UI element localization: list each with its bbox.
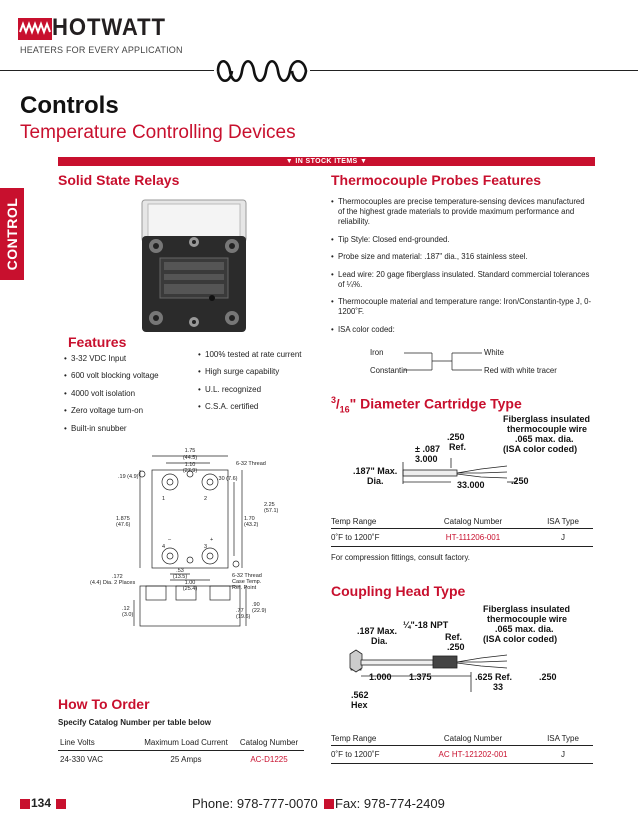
in-stock-banner: ▼ IN STOCK ITEMS ▼ [58,157,595,166]
terminal-label: 3 [204,544,208,550]
page-title: Controls [20,92,119,119]
solid-state-relay-photo [138,194,250,334]
hotwatt-logo-coil-icon [18,18,52,40]
spec-cell: J [533,529,593,547]
coupling-label: .187 Max. [357,626,398,636]
dim-label: .19 (4.9) [118,474,139,480]
cartridge-label: 33.000 [457,480,485,490]
dim-label: Case Temp. [232,579,262,585]
dim-label: (47.6) [116,522,131,528]
features-list-right [198,350,318,420]
thermocouple-feature: • ISA color coded: [331,325,593,335]
footer-accent-left [20,799,30,809]
order-col-header: Catalog Number [234,738,304,751]
cartridge-label: ± .087 [415,444,440,454]
coupling-heading: Coupling Head Type [331,583,466,599]
dim-label: .30 (7.6) [217,476,238,482]
how-to-order-heading: How To Order [58,696,150,712]
thermocouple-feature: • Thermocouple material and temperature range: Iron/Constantin-type J, 0-1200˚F. [331,297,593,317]
cartridge-label: Fiberglass insulated [503,414,591,424]
spec-cell: 0˚F to 1200˚F [331,529,413,547]
coupling-label: ¼"-18 NPT [403,620,449,630]
thermocouple-feature: • Lead wire: 20 gage fiberglass insulated. Standard commercial tolerances of ¼%. [331,270,593,290]
spec-col-header: Catalog Number [413,734,533,746]
coupling-spec-table [331,734,593,764]
cartridge-heading-text: " Diameter Cartridge Type [349,395,522,412]
coupling-label: Dia. [371,636,388,646]
spec-catalog-number: AC HT-121202-001 [413,746,533,764]
compression-fittings-note: For compression fittings, consult factory. [331,553,470,562]
page-subtitle: Temperature Controlling Devices [20,122,296,143]
spec-col-header: ISA Type [533,734,593,746]
cartridge-label: Dia. [367,476,384,486]
table-row [331,746,593,764]
order-catalog-number: AC-D1225 [250,755,288,764]
terminal-label: 1 [162,496,166,502]
coupling-label: 1.375 [409,672,432,682]
relays-heading: Solid State Relays [58,172,180,188]
coupling-label: Hex [351,700,368,710]
cartridge-label: (ISA color coded) [503,444,578,454]
dim-label: .90 [252,602,260,608]
cartridge-label: 3.000 [415,454,438,464]
coupling-label: .250 [539,672,557,682]
footer-accent-right [56,799,66,809]
features-heading: Features [68,334,127,350]
dim-label: (57.1) [264,508,279,514]
footer-fax: Fax: 978-774-2409 [335,796,445,811]
dim-label: (44.5) [182,455,198,461]
order-cell: 24-330 VAC [60,755,103,764]
cartridge-label: .065 max. dia. [515,434,574,444]
coupling-label: .250 [447,642,465,652]
wire-red-label: Red with white tracer [484,366,557,375]
dim-label: 1.875 [116,516,130,522]
dim-label: .77 [236,608,244,614]
thermocouple-feature: • Probe size and material: .187" dia., 316 stainless steel. [331,252,593,262]
dim-label: .53 [176,568,184,574]
table-row [331,529,593,547]
coupling-label: .625 Ref. [475,672,513,682]
feature-item: • 100% tested at rate current [198,350,318,360]
dim-label: (13.5) [172,574,188,580]
order-col-header: Line Volts [58,738,138,751]
wire-constantin-label: Constantin [370,366,408,375]
feature-item: • High surge capability [198,367,318,377]
cartridge-label: .187" Max. [353,466,398,476]
how-to-order-subheading: Specify Catalog Number per table below [58,718,211,727]
spec-col-header: Catalog Number [413,517,533,529]
brand-name: HOTWATT [52,14,166,41]
coupling-label: .065 max. dia. [495,624,554,634]
coupling-label: .562 [351,690,369,700]
side-tab-label: CONTROL [4,197,20,271]
spec-col-header: ISA Type [533,517,593,529]
feature-item: • 3-32 VDC Input [64,354,194,364]
dim-label: 1.00 [184,580,196,586]
polarity-minus: – [168,537,172,543]
feature-item: • 600 volt blocking voltage [64,371,194,381]
dim-label: (43.2) [244,522,259,528]
dim-label: .172 [112,574,123,580]
order-cell: 25 Amps [170,755,202,764]
spec-cell: 0˚F to 1200˚F [331,746,413,764]
dim-label: 1.75 [184,448,196,454]
relay-dimension-drawing [82,444,312,634]
page-number: 134 [31,796,52,810]
footer-phone: Phone: 978-777-0070 [192,796,318,811]
features-list-left [64,354,194,441]
feature-item: • U.L. recognized [198,385,318,395]
terminal-label: 4 [162,544,166,550]
dim-label: 6-32 Thread [232,573,262,579]
cartridge-label: .250 [511,476,529,486]
heater-coil-icon [214,52,310,90]
spec-catalog-number: HT-111206-001 [413,529,533,547]
thermocouple-feature-list [331,197,593,343]
dim-label: (19.6) [236,614,251,620]
spec-cell: J [533,746,593,764]
dim-label: (22.9) [252,608,267,614]
footer-separator [324,799,334,809]
dim-label: (25.4) [182,586,198,592]
fraction-denominator: 16 [339,404,350,415]
feature-item: • 4000 volt isolation [64,389,194,399]
dim-label: .12 [122,606,130,612]
coupling-label: 33 [493,682,504,692]
cartridge-label: Ref. [449,442,467,452]
coupling-label: thermocouple wire [487,614,568,624]
cartridge-probe-drawing [331,414,593,506]
dim-label: Ref. Point [232,585,257,591]
dim-label: (3.0) [122,612,134,618]
thermocouple-heading: Thermocouple Probes Features [331,172,542,188]
table-row [58,751,304,769]
thermocouple-feature: • Thermocouples are precise temperature-sensing devices manufactured of the highest grade materials to provide maximum performance and reliability. [331,197,593,227]
cartridge-spec-table [331,517,593,547]
section-side-tab [0,188,24,280]
order-col-header: Maximum Load Current [138,738,234,751]
cartridge-label: .250 [447,432,465,442]
dim-label: 6-32 Thread [236,461,266,467]
dim-label: (27.9) [182,468,198,474]
cartridge-label: thermocouple wire [507,424,588,434]
feature-item: • Zero voltage turn-on [64,406,194,416]
wire-iron-label: Iron [370,348,384,357]
fraction-numerator: 3 [331,395,337,405]
spec-col-header: Temp Range [331,517,413,529]
dim-label: 1.10 [184,462,196,468]
wire-connector-lines [404,350,484,374]
coupling-label: Ref. [445,632,463,642]
dim-label: 2.25 [264,502,275,508]
cartridge-heading: $^3/_{16}$" Diameter Cartridge Type [331,395,522,415]
spec-col-header: Temp Range [331,734,413,746]
coupling-label: (ISA color coded) [483,634,558,644]
header-rule [0,70,638,71]
brand-tagline: HEATERS FOR EVERY APPLICATION [20,45,183,55]
order-table [58,738,304,768]
coupling-head-drawing [331,602,593,714]
thermocouple-feature: • Tip Style: Closed end-grounded. [331,235,593,245]
feature-item: • Built-in snubber [64,424,194,434]
feature-item: • C.S.A. certified [198,402,318,412]
dim-label: 1.70 [244,516,255,522]
dim-label: (4.4) Dia. 2 Places [90,580,136,586]
polarity-plus: + [210,537,214,543]
wire-white-label: White [484,348,504,357]
terminal-label: 2 [204,496,208,502]
coupling-label: 1.000 [369,672,392,682]
coupling-label: Fiberglass insulated [483,604,571,614]
